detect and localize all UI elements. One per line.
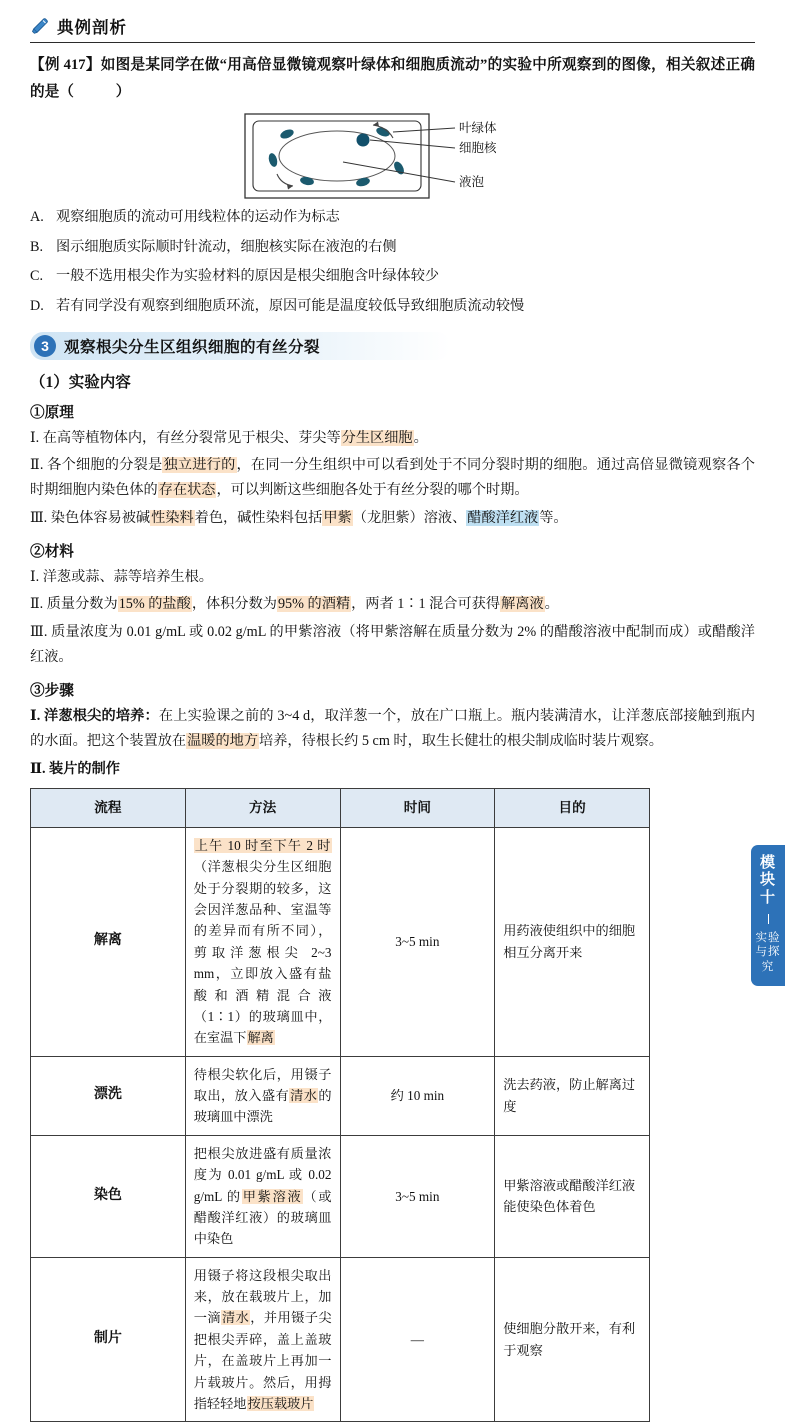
option-c-label: C. (30, 268, 44, 285)
row-3-method (185, 1135, 340, 1257)
option-list (30, 206, 755, 318)
row-1-time: 3~5 min (340, 827, 495, 1056)
principle-2 (30, 453, 755, 504)
figure-label-chloroplast: 叶绿体 (458, 120, 497, 135)
row-2-goal: 洗去药液，防止解离过度 (495, 1056, 650, 1135)
figure-label-vacuole: 液泡 (458, 174, 484, 189)
principle-3-hl: 性染料 (151, 509, 194, 526)
row-1-method-hl: 上午 10 时至下午 2 时 (194, 837, 331, 853)
procedure-table (30, 788, 650, 1422)
material-2-hl2: 95% 的酒精 (277, 596, 351, 613)
step-1-hl: 温暖的地方 (187, 733, 259, 750)
table-row (31, 1135, 650, 1257)
principle-3-post2: （龙胆紫）溶液、 (352, 509, 467, 526)
section-number: 3 (34, 335, 56, 357)
row-2-time: 约 10 min (340, 1056, 495, 1135)
principle-3-hl3: 醋酸洋红液 (467, 509, 539, 526)
material-1-text: Ⅰ. 洋葱或蒜、蒜等培养生根。 (30, 568, 213, 585)
heading-material: ②材料 (30, 543, 74, 560)
material-2-post2: ，两者 1∶1 混合可获得 (351, 596, 501, 613)
heading-steps: ③步骤 (30, 683, 74, 700)
step-1 (30, 704, 755, 755)
example-question (30, 52, 755, 106)
heading-experiment-content: （1）实验内容 (30, 373, 131, 391)
step-1-b: 培养，待根长约 5 cm 时，取生长健壮的根尖制成临时装片观察。 (259, 733, 663, 750)
section-bar-title: 观察根尖分生区组织细胞的有丝分裂 (64, 338, 321, 356)
material-2 (30, 592, 755, 617)
material-3-text: Ⅲ. 质量浓度为 0.01 g/mL 或 0.02 g/mL 的甲紫溶液（将甲紫溶解在质量分数为 2% 的醋酸溶液中配制而成）或醋酸洋红液。 (30, 623, 755, 665)
principle-3 (30, 506, 755, 531)
principle-1-hl: 分生区细胞 (341, 429, 413, 446)
row-4-goal: 使细胞分散开来，有利于观察 (495, 1257, 650, 1422)
option-d (30, 295, 755, 318)
row-2-method-b: 的玻璃皿中漂洗 (193, 1088, 332, 1125)
principle-3-pre: Ⅲ. 染色体容易被碱 (30, 509, 151, 526)
principle-2-hl: 独立进行的 (163, 457, 236, 474)
row-2-flow: 漂洗 (31, 1056, 186, 1135)
principle-1-post: 。 (413, 429, 428, 446)
row-4-method-hl3: 按压载玻片 (247, 1395, 314, 1411)
material-2-hl: 15% 的盐酸 (118, 596, 191, 613)
col-method: 方法 (185, 788, 340, 827)
step-2 (30, 757, 755, 782)
row-2-method-a: 待根尖软化后，用镊子取出，放入盛有 (193, 1066, 332, 1104)
principle-2-post: ，在同一分生组织中可以看到处于不同分裂时期的细胞。通过高倍显微镜观察各个时期细胞内染色体的 (30, 457, 755, 499)
row-1-flow: 解离 (31, 827, 186, 1056)
row-2-method (185, 1056, 340, 1135)
cell-diagram (30, 112, 755, 200)
row-3-time: 3~5 min (340, 1135, 495, 1257)
row-3-method-a: 把根尖放进盛有质量浓度为 0.01 g/mL 或 0.02 g/mL 的 (193, 1145, 332, 1204)
option-b (30, 236, 755, 259)
principle-1 (30, 426, 755, 451)
side-tab-subtitle: 实验与探究 (755, 931, 781, 973)
material-1 (30, 565, 755, 590)
option-d-label: D. (30, 298, 44, 315)
example-text-end: ） (115, 83, 131, 100)
heading-principle: ①原理 (30, 404, 74, 421)
material-2-post: ，体积分数为 (191, 596, 277, 613)
row-3-flow: 染色 (31, 1135, 186, 1257)
option-d-text: 若有同学没有观察到细胞质环流，原因可能是温度较低导致细胞质流动较慢 (56, 298, 525, 315)
row-4-method-b: ，并用镊子尖把根尖弄碎，盖上盖玻片，在盖玻片上再加一片载玻片。然后，用拇指轻轻地 (193, 1310, 332, 1411)
step-1-a: 在上实验课之前的 3~4 d，取洋葱一个，放在广口瓶上。瓶内装满清水，让洋葱底部接触到瓶内的水面。把这个装置放在 (30, 708, 756, 750)
option-c (30, 265, 755, 288)
row-4-method-hl2: 清水 (222, 1310, 250, 1326)
table-row (31, 1056, 650, 1135)
figure-label-nucleus: 细胞核 (458, 140, 497, 155)
option-a-text: 观察细胞质的流动可用线粒体的运动作为标志 (56, 208, 340, 225)
section-title: 典例剖析 (57, 18, 127, 37)
row-1-method-a: （洋葱根尖分生区细胞处于分裂期的较多，这会因洋葱品种、室温等的差异而有所不同），剪取洋葱根尖 2~3 mm，立即放入盛有盐酸和酒精混合液（1∶1）的玻璃皿中，在室温下 (193, 859, 332, 1046)
table-row (31, 1257, 650, 1422)
row-4-method-a: 用镊子将这段根尖取出来，放在载玻片上，加一滴 (193, 1267, 332, 1326)
row-4-method (185, 1257, 340, 1422)
side-tab-divider (768, 914, 769, 924)
row-1-method-hl2: 解离 (247, 1030, 274, 1046)
step-2-lead: Ⅱ. 装片的制作 (30, 760, 120, 777)
section-header (30, 14, 755, 43)
col-goal: 目的 (495, 788, 650, 827)
principle-1-pre: Ⅰ. 在高等植物体内，有丝分裂常见于根尖、芽尖等 (30, 429, 341, 446)
principle-2-pre: Ⅱ. 各个细胞的分裂是 (30, 457, 163, 474)
row-4-flow: 制片 (31, 1257, 186, 1422)
section-bar (30, 332, 450, 360)
example-text: 【例 417】如图是某同学在做“用高倍显微镜观察叶绿体和细胞质流动”的实验中所观察到的图像，相关叙述正确的是（ (30, 57, 755, 100)
principle-3-post: 着色，碱性染料包括 (194, 509, 323, 526)
step-1-lead: Ⅰ. 洋葱根尖的培养： (30, 708, 159, 725)
material-3 (30, 620, 755, 671)
option-c-text: 一般不选用根尖作为实验材料的原因是根尖细胞含叶绿体较少 (56, 268, 440, 285)
principle-3-post3: 等。 (539, 509, 568, 526)
col-time: 时间 (340, 788, 495, 827)
option-b-text: 图示细胞质实际顺时针流动，细胞核实际在液泡的右侧 (56, 238, 397, 255)
row-2-method-hl2: 清水 (290, 1088, 318, 1104)
option-a-label: A. (30, 208, 44, 225)
principle-2-hl2: 存在状态 (158, 482, 216, 499)
table-header-row (31, 788, 650, 827)
col-flow: 流程 (31, 788, 186, 827)
table-row (31, 827, 650, 1056)
principle-3-hl2: 甲紫 (323, 509, 352, 526)
material-2-hl3: 解离液 (501, 596, 544, 613)
option-a (30, 206, 755, 229)
module-side-tab (751, 845, 785, 986)
row-3-goal: 甲紫溶液或醋酸洋红液能使染色体着色 (495, 1135, 650, 1257)
side-tab-module: 模块十 (759, 855, 776, 906)
principle-2-post2: ，可以判断这些细胞各处于有丝分裂的哪个时期。 (216, 482, 529, 499)
row-3-method-hl2: 甲紫溶液 (242, 1188, 303, 1204)
row-1-method (185, 827, 340, 1056)
row-1-goal: 用药液使组织中的细胞相互分离开来 (495, 827, 650, 1056)
material-2-post3: 。 (544, 596, 559, 613)
material-2-pre: Ⅱ. 质量分数为 (30, 596, 118, 613)
row-3-method-b: （或醋酸洋红液）的玻璃皿中染色 (193, 1188, 332, 1247)
row-4-time: — (340, 1257, 495, 1422)
option-b-label: B. (30, 238, 44, 255)
pencil-icon (30, 16, 50, 36)
